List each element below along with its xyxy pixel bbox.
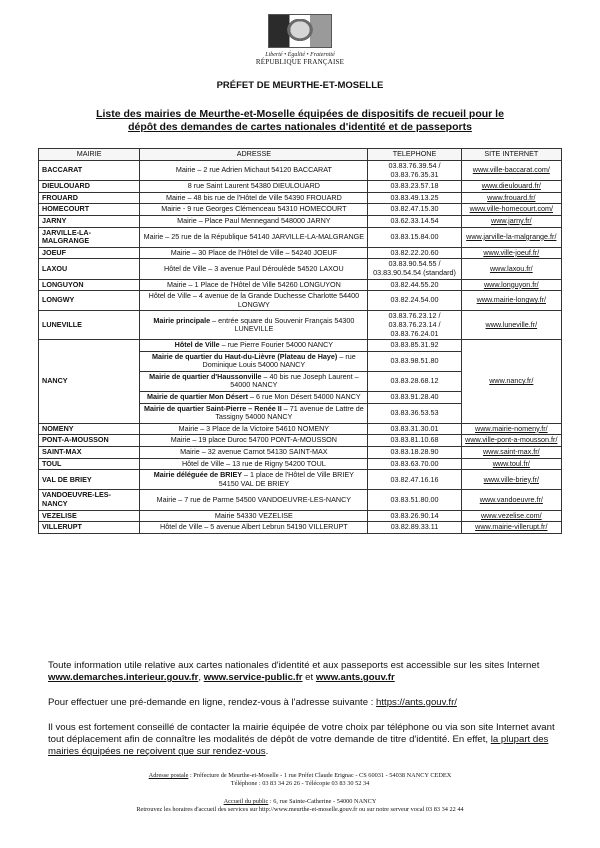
address-text: – 71 avenue de Lattre de Tassigny 54000 NANCY xyxy=(215,403,364,422)
address-text: Mairie – 1 Place de l'Hôtel de Ville 54260 LONGUYON xyxy=(166,279,341,289)
telephone: 03.83.18.28.90 xyxy=(368,447,461,459)
table-row xyxy=(39,279,562,291)
document-title xyxy=(40,108,560,134)
address-text: – 6 rue Mon Désert 54000 NANCY xyxy=(248,392,361,402)
website-link[interactable]: www.ville-homecourt.com/ xyxy=(461,204,561,216)
table-row-nancy xyxy=(39,340,562,352)
address-text: Mairie – 25 rue de la République 54140 JARVILLE-LA-MALGRANGE xyxy=(143,231,365,241)
table-row xyxy=(39,435,562,447)
footer-public-address: : 6, rue Sainte-Catherine - 54000 NANCY xyxy=(268,798,377,805)
info-sep-2: et xyxy=(302,672,316,683)
mairie-name: HOMECOURT xyxy=(39,204,140,216)
telephone: 03.83.51.80.00 xyxy=(368,490,461,510)
address-cell xyxy=(140,227,368,247)
footer-postal-address: : Préfecture de Meurthe-et-Moselle - 1 rue Préfet Claude Erignac - CS 60031 - 54038 NANCY CEDEX xyxy=(188,772,452,779)
telephone: 03.82.22.20.60 xyxy=(368,247,461,259)
website-link[interactable]: www.mairie-longwy.fr/ xyxy=(461,291,561,311)
address-bold: Mairie de quartier d'Haussonville xyxy=(149,371,262,381)
mairie-name: JARVILLE-LA-MALGRANGE xyxy=(39,227,140,247)
table-row xyxy=(39,204,562,216)
address-text: – rue Pierre Fourier 54000 NANCY xyxy=(219,340,334,350)
address-cell xyxy=(140,510,368,522)
address-text: Hôtel de Ville – 3 avenue Paul Déroulède 54520 LAXOU xyxy=(164,263,344,273)
website-link[interactable]: www.dieulouard.fr/ xyxy=(461,181,561,193)
telephone: 03.83.98.51.80 xyxy=(368,351,461,371)
address-cell xyxy=(140,392,368,404)
mairie-name: LONGUYON xyxy=(39,279,140,291)
website-link[interactable]: www.toul.fr/ xyxy=(461,458,561,470)
address-text: 8 rue Saint Laurent 54380 DIEULOUARD xyxy=(187,181,320,191)
website-link[interactable]: www.ville-pont-a-mousson.fr/ xyxy=(461,435,561,447)
link-service-public[interactable]: www.service-public.fr xyxy=(203,672,303,683)
mairie-name: PONT-A-MOUSSON xyxy=(39,435,140,447)
mairie-name: LAXOU xyxy=(39,259,140,279)
website-link[interactable]: www.ville-joeuf.fr/ xyxy=(461,247,561,259)
info-conseil-text: Il vous est fortement conseillé de contacter la mairie équipée de votre choix par téléphone ou via son site Internet avant tout déplacement afin de connaître les modalités de dépôt de votre demande de titre d'identité. En effet, xyxy=(48,722,555,745)
address-cell xyxy=(140,490,368,510)
address-text: Hôtel de Ville – 4 avenue de la Grande Duchesse Charlotte 54400 LONGWY xyxy=(148,291,360,309)
info-conseil-end: . xyxy=(265,746,269,757)
website-link[interactable]: www.saint-max.fr/ xyxy=(461,447,561,459)
address-cell xyxy=(140,447,368,459)
header-telephone: TELEPHONE xyxy=(368,149,461,161)
website-link[interactable]: www.mairie-villerupt.fr/ xyxy=(461,522,561,534)
footer-public-label: Accueil du public xyxy=(223,798,269,805)
mairie-name: NOMENY xyxy=(39,423,140,435)
info-paragraph-sites xyxy=(48,660,566,684)
address-cell xyxy=(140,423,368,435)
website-link[interactable]: www.ville-baccarat.com/ xyxy=(461,161,561,181)
address-text: Mairie – 48 bis rue de l'Hôtel de Ville 54390 FROUARD xyxy=(165,192,342,202)
telephone: 03.83.76.23.12 / 03.83.76.23.14 / 03.83.76.24.01 xyxy=(368,311,461,340)
table-row xyxy=(39,247,562,259)
address-text: Mairie – 19 place Duroc 54700 PONT-A-MOUSSON xyxy=(170,435,337,445)
table-row xyxy=(39,458,562,470)
address-text: – 40 bis rue Joseph Laurent – 54000 NANCY xyxy=(230,371,359,390)
telephone: 03.82.24.54.00 xyxy=(368,291,461,311)
table-row xyxy=(39,490,562,510)
mairie-name: FROUARD xyxy=(39,192,140,204)
telephone: 03.82.89.33.11 xyxy=(368,522,461,534)
website-link[interactable]: www.vandoeuvre.fr/ xyxy=(461,490,561,510)
website-link[interactable]: www.longuyon.fr/ xyxy=(461,279,561,291)
telephone: 03.83.81.10.68 xyxy=(368,435,461,447)
footer-phone: Téléphone : 03 83 34 26 26 - Télécopie 03 83 30 52 34 xyxy=(230,780,370,787)
telephone: 03.82.47.16.16 xyxy=(368,470,461,490)
mairie-name: VAL DE BRIEY xyxy=(39,470,140,490)
address-bold: Mairie principale xyxy=(153,315,211,325)
info-predemande-text: Pour effectuer une pré-demande en ligne, rendez-vous à l'adresse suivante : xyxy=(48,697,377,708)
website-link[interactable]: www.mairie-nomeny.fr/ xyxy=(461,423,561,435)
mairie-name: SAINT-MAX xyxy=(39,447,140,459)
telephone: 03.83.28.68.12 xyxy=(368,371,461,391)
table-row xyxy=(39,181,562,193)
link-demarches[interactable]: www.demarches.interieur.gouv.fr xyxy=(48,672,199,683)
info-rendez-vous: la plupart des mairies équipées ne reçoivent que sur rendez-vous xyxy=(48,734,549,757)
table-row xyxy=(39,423,562,435)
logo-motto: Liberté • Égalité • Fraternité xyxy=(265,52,335,58)
prefet-heading: PRÉFET DE MEURTHE-ET-MOSELLE xyxy=(216,80,384,91)
table-row xyxy=(39,192,562,204)
address-cell xyxy=(140,351,368,371)
mairie-name: NANCY xyxy=(39,340,140,424)
address-cell xyxy=(140,279,368,291)
website-link[interactable]: www.ville-briey.fr/ xyxy=(461,470,561,490)
telephone: 03.83.90.54.55 / 03.83.90.54.54 (standard) xyxy=(368,259,461,279)
mairies-table xyxy=(38,148,562,534)
marianne-logo xyxy=(252,14,348,72)
address-bold: Hôtel de Ville xyxy=(174,340,220,350)
header-site: SITE INTERNET xyxy=(461,149,561,161)
address-cell xyxy=(140,204,368,216)
info-paragraph-conseil xyxy=(48,722,566,758)
address-text: Mairie - 9 rue Georges Clémenceau 54310 HOMECOURT xyxy=(161,204,347,214)
header-mairie: MAIRIE xyxy=(39,149,140,161)
logo-republic: RÉPUBLIQUE FRANÇAISE xyxy=(255,58,345,66)
table-row xyxy=(39,510,562,522)
address-cell xyxy=(140,215,368,227)
table-row xyxy=(39,259,562,279)
mairie-name: VEZELISE xyxy=(39,510,140,522)
mairie-name: TOUL xyxy=(39,458,140,470)
telephone: 03.83.91.28.40 xyxy=(368,392,461,404)
address-text: – entrée square du Souvenir Français 54300 LUNEVILLE xyxy=(210,315,355,334)
address-text: Mairie 54330 VEZELISE xyxy=(214,510,293,520)
footer-hours: Retrouvez les horaires d'accueil des services sur http://www.meurthe-et-moselle.gouv.fr ou sur notre serveur vocal 03 83 34 22 44 xyxy=(136,806,464,813)
mairie-name: JARNY xyxy=(39,215,140,227)
table-row xyxy=(39,215,562,227)
address-cell xyxy=(140,181,368,193)
info-paragraph-predemande xyxy=(48,697,566,709)
address-text: – rue Dominique Louis 54000 NANCY xyxy=(202,351,356,370)
address-text: Mairie – 32 avenue Carnot 54130 SAINT-MAX xyxy=(180,447,328,457)
footer-postal-line xyxy=(0,772,600,780)
website-link[interactable]: www.luneville.fr/ xyxy=(461,311,561,340)
address-cell xyxy=(140,259,368,279)
address-cell xyxy=(140,371,368,391)
address-text: Hôtel de Ville – 13 rue de Rigny 54200 TOUL xyxy=(181,458,326,468)
table-row xyxy=(39,291,562,311)
telephone: 03.83.15.84.00 xyxy=(368,227,461,247)
telephone: 03.83.36.53.53 xyxy=(368,403,461,423)
mairie-name: BACCARAT xyxy=(39,161,140,181)
address-bold: Mairie déléguée de BRIEY xyxy=(153,470,243,480)
address-text: – 1 place de l'Hôtel de Ville BRIEY 54150 VAL DE BRIEY xyxy=(218,470,354,488)
footer-postal xyxy=(0,772,600,788)
address-cell xyxy=(140,291,368,311)
mairie-name: VILLERUPT xyxy=(39,522,140,534)
telephone: 03.83.63.70.00 xyxy=(368,458,461,470)
address-cell xyxy=(140,522,368,534)
table-row xyxy=(39,470,562,490)
link-ants-predemande[interactable]: https://ants.gouv.fr/ xyxy=(376,697,457,708)
footer-public xyxy=(0,798,600,814)
website-link[interactable]: www.jarville-la-malgrange.fr/ xyxy=(461,227,561,247)
address-cell xyxy=(140,192,368,204)
address-text: Mairie – 30 Place de l'Hôtel de Ville – 54240 JOEUF xyxy=(170,247,337,257)
table-row xyxy=(39,161,562,181)
table-header-row xyxy=(39,149,562,161)
website-link[interactable]: www.jarny.fr/ xyxy=(461,215,561,227)
telephone: 03.83.49.13.25 xyxy=(368,192,461,204)
address-cell xyxy=(140,435,368,447)
table-row xyxy=(39,311,562,340)
address-bold: Mairie de quartier du Haut-du-Lièvre (Plateau de Haye) xyxy=(152,351,338,361)
table-row xyxy=(39,227,562,247)
mairie-name: VANDOEUVRE-LES-NANCY xyxy=(39,490,140,510)
footer-public-line xyxy=(0,798,600,806)
website-link[interactable]: www.vezelise.com/ xyxy=(461,510,561,522)
header-adresse: ADRESSE xyxy=(140,149,368,161)
address-text: Mairie – 3 Place de la Victoire 54610 NOMENY xyxy=(178,423,330,433)
marianne-emblem-icon xyxy=(268,14,332,48)
title-line-1: Liste des mairies de Meurthe-et-Moselle équipées de dispositifs de recueil pour le xyxy=(96,108,504,120)
address-cell xyxy=(140,311,368,340)
mairie-name: LONGWY xyxy=(39,291,140,311)
table-row xyxy=(39,522,562,534)
telephone: 03.82.47.15.30 xyxy=(368,204,461,216)
address-bold: Mairie de quartier Mon Désert xyxy=(147,392,249,402)
address-text: Mairie – Place Paul Mennegand 548000 JARNY xyxy=(177,215,331,225)
telephone: 03.83.85.31.92 xyxy=(368,340,461,352)
address-cell xyxy=(140,458,368,470)
link-ants[interactable]: www.ants.gouv.fr xyxy=(315,672,395,683)
telephone: 03.62.33.14.54 xyxy=(368,215,461,227)
title-line-2: dépôt des demandes de cartes nationales d'identité et de passeports xyxy=(128,121,472,133)
address-text: Mairie – 2 rue Adrien Michaut 54120 BACCARAT xyxy=(175,165,332,175)
address-cell xyxy=(140,247,368,259)
address-text: Mairie – 7 rue de Parme 54500 VANDOEUVRE-LES-NANCY xyxy=(156,494,352,504)
info-sites-text: Toute information utile relative aux cartes nationales d'identité et aux passeports est accessible sur les sites Internet xyxy=(48,660,540,671)
address-cell xyxy=(140,340,368,352)
website-link[interactable]: www.nancy.fr/ xyxy=(461,340,561,424)
mairie-name: DIEULOUARD xyxy=(39,181,140,193)
address-cell xyxy=(140,161,368,181)
telephone: 03.83.31.30.01 xyxy=(368,423,461,435)
telephone: 03.83.76.39.54 / 03.83.76.35.31 xyxy=(368,161,461,181)
footer-postal-label: Adresse postale xyxy=(148,772,189,779)
info-sep-1: , xyxy=(198,672,204,683)
telephone: 03.83.26.90.14 xyxy=(368,510,461,522)
telephone: 03.83.23.57.18 xyxy=(368,181,461,193)
address-bold: Mairie de quartier Saint-Pierre – Renée II xyxy=(143,403,282,413)
website-link[interactable]: www.laxou.fr/ xyxy=(461,259,561,279)
address-cell xyxy=(140,470,368,490)
website-link[interactable]: www.frouard.fr/ xyxy=(461,192,561,204)
mairie-name: JOEUF xyxy=(39,247,140,259)
telephone: 03.82.44.55.20 xyxy=(368,279,461,291)
mairie-name: LUNEVILLE xyxy=(39,311,140,340)
address-text: Hôtel de Ville – 5 avenue Albert Lebrun 54190 VILLERUPT xyxy=(160,522,348,532)
address-cell xyxy=(140,403,368,423)
table-row xyxy=(39,447,562,459)
